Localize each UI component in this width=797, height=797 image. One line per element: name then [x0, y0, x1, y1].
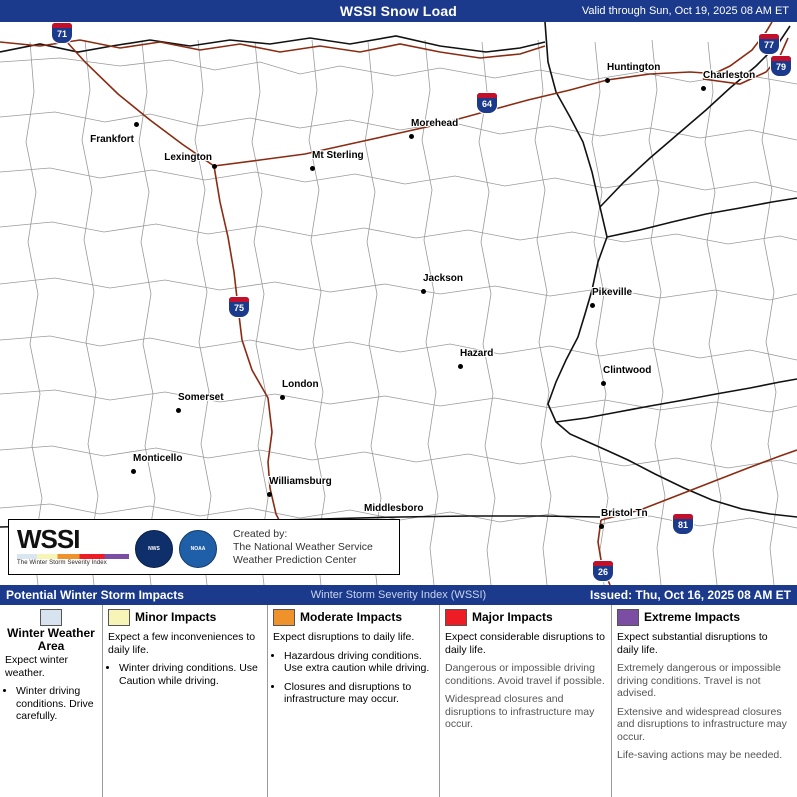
- legend-text: Widespread closures and disruptions to infrastructure may occur.: [445, 693, 595, 730]
- valid-through-text: Valid through Sun, Oct 19, 2025 08 AM ET: [581, 5, 789, 17]
- credit-box: [8, 519, 400, 575]
- page-title: WSSI Snow Load: [339, 3, 458, 19]
- credit-line-2: The National Weather Service: [233, 541, 373, 553]
- nws-seal-label: NWS: [148, 546, 160, 552]
- issued-text: Issued: Thu, Oct 16, 2025 08 AM ET: [590, 588, 791, 602]
- city-label-jackson: Jackson: [423, 273, 464, 284]
- legend-swatch-winter-weather-area: [40, 609, 62, 626]
- city-dot: [134, 122, 139, 127]
- legend-column-extreme-impacts: [612, 605, 797, 797]
- legend-title-strip: [0, 585, 797, 605]
- interstate-shield-icon: [228, 296, 250, 318]
- shield-number: 71: [56, 29, 67, 39]
- noaa-seal-icon: [179, 530, 217, 568]
- legend-body: [268, 629, 439, 706]
- legend-title-minor-impacts: Minor Impacts: [135, 610, 217, 624]
- legend-swatch-moderate-impacts: [273, 609, 295, 626]
- city-label-mt-sterling: Mt Sterling: [312, 150, 364, 161]
- legend-bullet: • Hazardous driving conditions. Use extra caution while driving.: [284, 650, 433, 675]
- city-label-monticello: Monticello: [133, 453, 183, 464]
- credit-text: [233, 528, 373, 567]
- city-dot: [601, 381, 606, 386]
- impacts-label: Potential Winter Storm Impacts: [6, 588, 184, 602]
- city-dot: [421, 289, 426, 294]
- legend-text: Expect disruptions to daily life.: [273, 631, 415, 643]
- city-dot: [131, 469, 136, 474]
- map-canvas[interactable]: [0, 22, 797, 585]
- legend-header: [103, 605, 267, 629]
- interstate-shield-icon: [758, 33, 780, 55]
- nws-seal-icon: [135, 530, 173, 568]
- wssi-logo: [17, 526, 129, 566]
- interstate-shield-icon: [770, 55, 792, 77]
- legend-title-major-impacts: Major Impacts: [472, 610, 553, 624]
- legend-header: [612, 605, 797, 629]
- city-label-london: London: [282, 379, 319, 390]
- legend-header: [440, 605, 611, 629]
- legend-text: Dangerous or impossible driving conditions. Avoid travel if possible.: [445, 662, 605, 687]
- legend-title-moderate-impacts: Moderate Impacts: [300, 610, 403, 624]
- shield-number: 77: [763, 40, 774, 50]
- legend-text: Expect winter weather.: [5, 654, 69, 679]
- legend-bullet: • Winter driving conditions. Use Caution while driving.: [119, 662, 261, 687]
- city-dot: [605, 78, 610, 83]
- legend-column-minor-impacts: [103, 605, 268, 797]
- city-dot: [280, 395, 285, 400]
- legend-bullet: • Winter driving conditions. Drive carefully.: [16, 685, 96, 723]
- city-dot: [590, 303, 595, 308]
- city-label-lexington: Lexington: [164, 152, 212, 163]
- interstate-shield-icon: [51, 22, 73, 44]
- city-label-frankfort: Frankfort: [90, 134, 134, 145]
- legend-text: Expect substantial disruptions to daily life.: [617, 631, 768, 656]
- legend-body: [0, 652, 102, 723]
- legend-swatch-major-impacts: [445, 609, 467, 626]
- city-label-somerset: Somerset: [178, 392, 224, 403]
- legend: [0, 605, 797, 797]
- legend-text: Extensive and widespread closures and disruptions to infrastructure may occur.: [617, 705, 787, 743]
- legend-text: Life-saving actions may be needed.: [617, 749, 783, 761]
- city-label-williamsburg: Williamsburg: [269, 476, 332, 487]
- wssi-logo-wordmark: WSSI: [17, 524, 80, 554]
- city-dot: [176, 408, 181, 413]
- legend-body: [440, 629, 611, 731]
- city-dot: [409, 134, 414, 139]
- city-label-clintwood: Clintwood: [603, 365, 652, 376]
- legend-body: [103, 629, 267, 687]
- credit-line-3: Weather Prediction Center: [233, 554, 357, 566]
- map-vector-layer: [0, 22, 797, 585]
- legend-text: Expect a few inconveniences to daily life.: [108, 631, 256, 656]
- legend-column-winter-weather-area: [0, 605, 103, 797]
- legend-column-moderate-impacts: [268, 605, 440, 797]
- noaa-seal-label: NOAA: [190, 546, 206, 552]
- page-header: [0, 0, 797, 22]
- interstate-shield-icon: [672, 513, 694, 535]
- city-dot: [599, 524, 604, 529]
- city-label-hazard: Hazard: [460, 348, 494, 359]
- city-dot: [701, 86, 706, 91]
- city-label-huntington: Huntington: [607, 62, 661, 73]
- wssi-color-bar: [17, 554, 129, 559]
- legend-title-extreme-impacts: Extreme Impacts: [644, 610, 741, 624]
- city-label-charleston: Charleston: [703, 70, 756, 81]
- city-dot: [267, 492, 272, 497]
- interstate-shield-icon: [592, 560, 614, 582]
- legend-swatch-minor-impacts: [108, 609, 130, 626]
- shield-number: 26: [597, 567, 608, 577]
- city-label-bristol-tn: Bristol Tn: [601, 508, 648, 519]
- legend-title-winter-weather-area: Winter Weather Area: [7, 626, 95, 653]
- city-dot: [212, 164, 217, 169]
- legend-bullet: • Closures and disruptions to infrastructure may occur.: [284, 681, 433, 706]
- credit-line-1: Created by:: [233, 528, 288, 540]
- legend-body: [612, 629, 797, 762]
- city-label-middlesboro: Middlesboro: [364, 503, 424, 514]
- shield-number: 64: [481, 99, 492, 109]
- legend-text: Extremely dangerous or impossible driving conditions. Travel is not advised.: [617, 662, 781, 699]
- wssi-logo-subtitle: The Winter Storm Severity Index: [17, 560, 107, 566]
- legend-header: [0, 605, 102, 652]
- city-label-pikeville: Pikeville: [592, 287, 633, 298]
- legend-text: Expect considerable disruptions to daily life.: [445, 631, 605, 656]
- shield-number: 75: [233, 303, 244, 313]
- legend-swatch-extreme-impacts: [617, 609, 639, 626]
- interstate-shield-icon: [476, 92, 498, 114]
- city-dot: [458, 364, 463, 369]
- city-label-morehead: Morehead: [411, 118, 459, 129]
- city-dot: [310, 166, 315, 171]
- shield-number: 81: [677, 520, 688, 530]
- legend-column-major-impacts: [440, 605, 612, 797]
- legend-header: [268, 605, 439, 629]
- shield-number: 79: [775, 62, 786, 72]
- wssi-subtitle: Winter Storm Severity Index (WSSI): [310, 589, 487, 601]
